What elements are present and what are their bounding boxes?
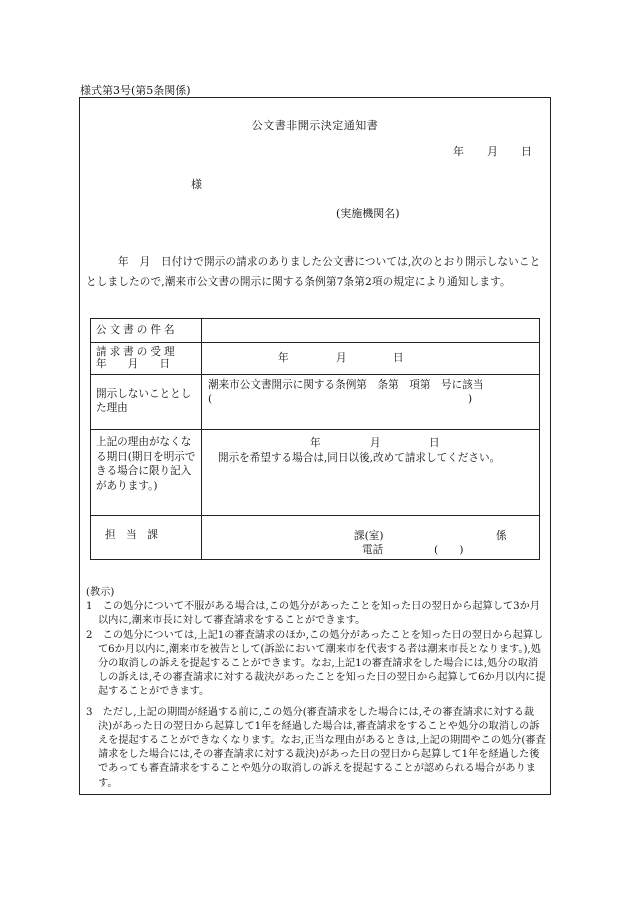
contact-value	[202, 516, 540, 560]
reason-label: 開示しないこととした理由	[91, 375, 202, 430]
receipt-date-label	[91, 343, 202, 375]
deadline-note: 開示を希望する場合は,同日以後,改めて請求してください。	[218, 452, 501, 464]
receipt-date-label-line2: 年 月 日	[96, 358, 171, 370]
deadline-value	[202, 430, 540, 516]
table-row-receipt-date	[91, 343, 540, 375]
receipt-date-day: 日	[393, 352, 404, 364]
instructions-heading: (教示)	[86, 587, 115, 598]
receipt-date-month: 月	[336, 352, 347, 364]
phone-label: 電話	[362, 544, 384, 556]
addressee-suffix: 様	[191, 178, 202, 191]
table-row-contact	[91, 516, 540, 560]
deadline-label: 上記の理由がなくなる期日(期日を明示できる場合に限り記入があります。)	[91, 430, 202, 516]
phone-paren: ( )	[434, 544, 464, 556]
notice-date-month: 月	[487, 145, 498, 158]
deadline-date-year: 年	[310, 437, 321, 449]
intro-paragraph: 年 月 日付けで開示の請求のありました公文書については,次のとおり開示しないこととしましたので,潮来市公文書の開示に関する条例第7条第2項の規定により通知します。	[86, 256, 541, 288]
notice-date-day: 日	[521, 145, 532, 158]
document-name-value	[202, 319, 540, 343]
table-row-document-name	[91, 319, 540, 343]
deadline-date-day: 日	[429, 437, 440, 449]
reason-line1: 潮来市公文書開示に関する条例第 条第 項第 号に該当	[208, 379, 484, 391]
receipt-date-value	[202, 343, 540, 375]
contact-label: 担 当 課	[91, 516, 202, 560]
instruction-item-1: 1 この処分について不服がある場合は,この処分があったことを知った日の翌日から起算して3か月以内に,潮来市長に対して審査請求をすることができます。	[86, 601, 540, 627]
form-label: 様式第3号(第5条関係)	[80, 84, 191, 97]
instruction-item-3: 3 ただし,上記の期間が経過する前に,この処分(審査請求をした場合には,その審査請求に対する裁決)があった日の翌日から起算して1年を経過した場合は,審査請求をすることや処分の取消しの訴えを提起することができなくなります。なお,正当な理由があるときは,上記の期間やこの処分(審査請求をした場合には,その審査請求に対する裁決)があった日の翌日から起算して1年を経過した後であっても審査請求をすることや処分の取消しの訴えを提起することが認められる場合があります。	[86, 706, 546, 789]
document-title: 公文書非開示決定通知書	[251, 119, 379, 132]
reason-paren-open: (	[208, 393, 213, 405]
table-row-reason	[91, 375, 540, 430]
notice-date-year: 年	[453, 145, 464, 158]
agency-name: (実施機関名)	[336, 207, 400, 220]
section-label: 課(室)	[354, 530, 384, 542]
table-row-deadline	[91, 430, 540, 516]
document-name-label: 公文書の件名	[91, 319, 202, 343]
receipt-date-label-line1: 請求書の受理	[96, 346, 178, 358]
decision-table	[90, 318, 540, 560]
reason-paren-close: )	[468, 393, 473, 405]
deadline-date-month: 月	[370, 437, 381, 449]
person-label: 係	[496, 530, 507, 542]
instruction-item-2: 2 この処分については,上記1の審査請求のほか,この処分があったことを知った日の翌日から起算して6か月以内に,潮来市を被告として(訴訟において潮来市を代表する者は潮来市長となります。),処分の取消しの訴えを提起することができます。なお,上記1の審査請求をした場合には,処分の取消しの訴えは,その審査請求に対する裁決があったことを知った日の翌日から起算して6か月以内に提起することができます。	[86, 629, 546, 698]
instructions-section	[86, 586, 548, 791]
reason-value	[202, 375, 540, 430]
receipt-date-year: 年	[278, 352, 289, 364]
